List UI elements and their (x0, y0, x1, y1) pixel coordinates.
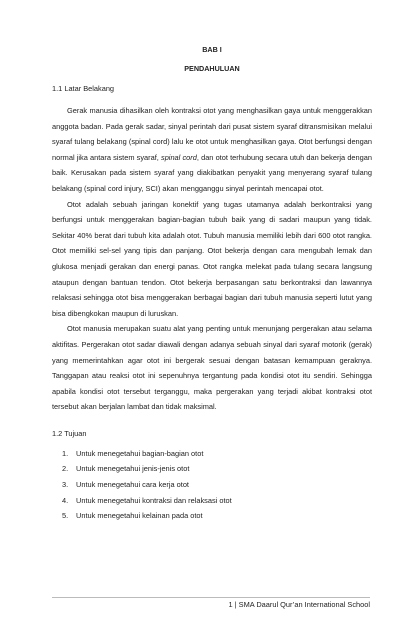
list-item-text: Untuk menegetahui cara kerja otot (76, 480, 189, 490)
paragraph-1 (52, 103, 372, 197)
list-item-number: 1. (62, 448, 69, 458)
page-footer: 1 | SMA Daarul Qur’an International School (228, 600, 370, 609)
list-item (52, 508, 372, 524)
chapter-number: BAB I (202, 45, 222, 54)
list-item-text: Untuk menegetahui kontraksi dan relaksasi otot (76, 495, 232, 505)
paragraph-1-part-2: , dan otot terhubung secara utuh dan bekerja dengan baik. Kerusakan pada sistem syaraf yang diakibatkan penyakit yang menyerang syaraf tulang belakang (spinal cord injury, SCI) akan mengganggu sinyal perintah mencapai otot. (52, 152, 372, 193)
list-item-number: 3. (62, 480, 69, 490)
list-item (52, 493, 372, 509)
list-item-number: 4. (62, 495, 69, 505)
list-item (52, 461, 372, 477)
list-item-number: 2. (62, 464, 69, 474)
paragraph-1-italic-term: spinal cord (161, 152, 197, 162)
list-item-text: Untuk menegetahui bagian-bagian otot (76, 448, 204, 458)
section-heading-goals: 1.2 Tujuan (52, 428, 87, 438)
paragraph-1-part-1: Gerak manusia dihasilkan oleh kontraksi otot yang menghasilkan gaya untuk menggerakkan anggota badan. Pada gerak sadar, sinyal perintah dari pusat sistem syaraf ditransmisikan melalui syaraf tulang belakang (spinal cord) lalu ke otot untuk menghasilkan gaya. Otot berfungsi dengan normal jika antara sistem syaraf, (52, 106, 372, 162)
chapter-title: PENDAHULUAN (184, 64, 240, 73)
list-item (52, 446, 372, 462)
list-item-text: Untuk menegetahui jenis-jenis otot (76, 464, 190, 474)
footer-divider (52, 597, 370, 598)
paragraph-3: Otot manusia merupakan suatu alat yang penting untuk menunjang pergerakan atau selama aktifitas. Pergerakan otot sadar diawali dengan adanya sebuah sinyal dari syaraf motorik (gerak) yang memerintahkan agar otot ini bergerak sesuai dengan batasan kemampuan geraknya. Tanggapan atau reaksi otot ini sepenuhnya tergantung pada kondisi otot itu sendiri. Sehingga apabila kondisi otot tersebut terganggu, maka pergerakan yang terjadi akibat kontraksi otot tersebut akan berjalan lambat dan tidak maksimal. (52, 324, 372, 412)
section-heading-background: 1.1 Latar Belakang (52, 84, 115, 93)
goals-list (52, 446, 372, 524)
list-item-text: Untuk menegetahui kelainan pada otot (76, 511, 203, 521)
page-content (52, 45, 372, 524)
list-item-number: 5. (62, 511, 69, 521)
paragraph-2: Otot adalah sebuah jaringan konektif yang tugas utamanya adalah berkontraksi yang berfungsi untuk menggerakan bagian-bagian tubuh baik yang di sadari maupun yang tidak. Sekitar 40% berat dari tubuh kita adalah otot. Tubuh manusia memiliki lebih dari 600 otot rangka. Otot memiliki sel-sel yang tipis dan panjang. Otot bekerja dengan cara mengubah lemak dan glukosa menjadi gerakan dan energi panas. Otot rangka melekat pada tulang secara langsung ataupun dengan bantuan tendon. Otot bekerja berpasangan satu berkontraksi dan lawannya relaksasi sehingga otot bisa menggerakan berbagai bagian dari tubuh manusia seperti lutut yang bisa dibengkokan maupun di luruskan. (52, 199, 372, 318)
list-item (52, 477, 372, 493)
